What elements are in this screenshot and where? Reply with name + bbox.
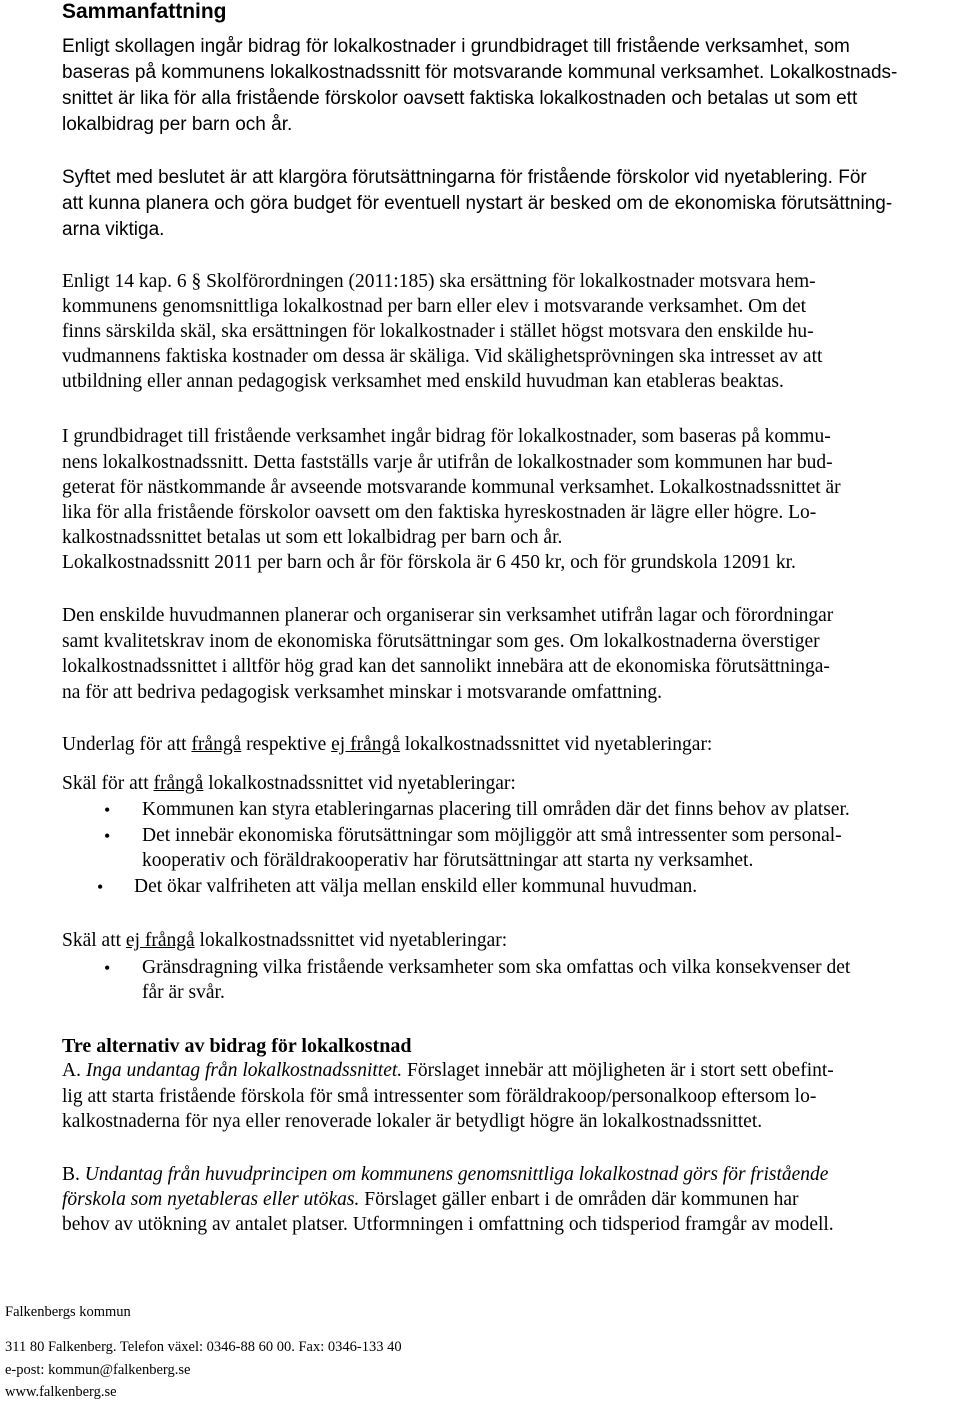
paragraph-line: snittet är lika för alla fristående förskolor oavsett faktiska lokalkostnaden och betalas ut som ett [62,88,858,109]
section-heading-alternativ: Tre alternativ av bidrag för lokalkostnad [62,1035,412,1057]
paragraph-line: lig att starta fristående förskola för små intressenter som föräldrakoop/personalkoop eftersom lo- [62,1086,817,1107]
underlag-line [62,732,712,758]
paragraph-line: lika för alla fristående förskolor oavsett om den faktiska hyreskostnaden är lägre eller högre. Lo- [62,502,817,523]
paragraph-line: finns särskilda skäl, ska ersättningen för lokalkostnader i stället högst motsvara den enskilde hu- [62,321,814,342]
underlined-text: ej frångå [125,930,195,951]
paragraph-line: baseras på kommunens lokalkostnadssnitt för motsvarande kommunal verksamhet. Lokalkostnads- [62,62,898,83]
text-run: Förslaget innebär att möjligheten är i stort sett obefint- [402,1060,834,1081]
paragraph-line: lokalkostnadssnittet i alltför hög grad kan det sannolikt innebära att de ekonomiska förutsättninga- [62,656,830,677]
text-run: Underlag för att [62,734,192,755]
paragraph-line: Enligt 14 kap. 6 § Skolförordningen (2011:185) ska ersättning för lokalkostnader motsvara hem- [62,271,816,292]
paragraph-line: Enligt skollagen ingår bidrag för lokalkostnader i grundbidraget till fristående verksamhet, som [62,36,850,57]
list-item-continuation: kooperativ och föräldrakooperativ har förutsättningar att starta ny verksamhet. [142,850,754,871]
bullet-icon: • [104,800,111,820]
bullet-icon: • [104,958,111,978]
underlined-text: ej frångå [331,734,400,755]
text-run: Förslaget gäller enbart i de områden där kommunen har [359,1189,799,1210]
alternative-b-line-2 [62,1187,798,1213]
paragraph-line: kalkostnaderna för nya eller renoverade lokaler är betydligt högre än lokalkostnadssnittet. [62,1111,763,1132]
paragraph-line: samt kvalitetskrav inom de ekonomiska förutsättningar som ges. Om lokalkostnaderna överstiger [62,631,820,652]
paragraph-line: Den enskilde huvudmannen planerar och organiserar sin verksamhet utifrån lagar och förordningar [62,605,834,626]
skal-for-heading [62,771,516,797]
text-run: Skäl för att [62,773,154,794]
underlined-text: frångå [153,773,204,794]
italic-text: Undantag från huvudprincipen om kommunens genomsnittliga lokalkostnad görs för fristående [84,1164,829,1185]
paragraph-line: lokalbidrag per barn och år. [62,114,293,135]
section-heading-sammanfattning: Sammanfattning [62,0,227,23]
skal-ej-heading [62,928,507,954]
paragraph-line: utbildning eller annan pedagogisk verksamhet med enskild huvudman kan etableras beaktas. [62,371,784,392]
paragraph-line: I grundbidraget till fristående verksamhet ingår bidrag för lokalkostnader, som baseras på kommu- [62,426,831,447]
text-run: lokalkostnadssnittet vid nyetableringar: [203,773,516,794]
list-item: Det ökar valfriheten att välja mellan enskild eller kommunal huvudman. [134,876,698,897]
text-run: lokalkostnadssnittet vid nyetableringar: [399,734,713,755]
paragraph-line: kommunens genomsnittliga lokalkostnad per barn eller elev i motsvarande verksamhet. Om det [62,296,807,317]
paragraph-line: Lokalkostnadssnitt 2011 per barn och år för förskola är 6 450 kr, och för grundskola 12091 kr. [62,552,796,573]
underlined-text: frångå [191,734,242,755]
paragraph-line: kalkostnadssnittet betalas ut som ett lokalbidrag per barn och år. [62,527,563,548]
text-run: Skäl att [62,930,126,951]
paragraph-line: arna viktiga. [62,219,165,240]
paragraph-line: nens lokalkostnadssnitt. Detta fastställs varje år utifrån de lokalkostnader som kommunen har bud- [62,452,833,473]
alternative-b-line [62,1162,828,1188]
list-item: Det innebär ekonomiska förutsättningar som möjliggör att små intressenter som personal- [142,825,842,846]
paragraph-line: geterat för nästkommande år avseende motsvarande kommunal verksamhet. Lokalkostnadssnittet är [62,477,841,498]
list-item-continuation: får är svår. [142,982,225,1003]
footer-email: e-post: kommun@falkenberg.se [5,1362,191,1378]
text-run: lokalkostnadssnittet vid nyetableringar: [194,930,508,951]
alternative-label: B. [62,1164,85,1185]
italic-text: förskola som nyetableras eller utökas. [62,1189,360,1210]
bullet-icon: • [97,877,104,897]
paragraph-line: na för att bedriva pedagogisk verksamhet minskar i motsvarande omfattning. [62,682,662,703]
paragraph-line: vudmannens faktiska kostnader om dessa är skäliga. Vid skälighetsprövningen ska intresset av att [62,346,823,367]
text-run: respektive [241,734,332,755]
alternative-a-line [62,1058,834,1084]
footer-address: 311 80 Falkenberg. Telefon växel: 0346-88 60 00. Fax: 0346-133 40 [5,1339,402,1355]
paragraph-line: Syftet med beslutet är att klargöra förutsättningarna för fristående förskolor vid nyetablering. För [62,167,867,188]
list-item: Kommunen kan styra etableringarnas placering till områden där det finns behov av platser. [142,799,850,820]
footer-web: www.falkenberg.se [5,1384,117,1400]
footer-org: Falkenbergs kommun [5,1304,131,1320]
list-item: Gränsdragning vilka fristående verksamheter som ska omfattas och vilka konsekvenser det [142,957,851,978]
alternative-label: A. [62,1060,86,1081]
paragraph-line: att kunna planera och göra budget för eventuell nystart är besked om de ekonomiska förutsättning- [62,193,893,214]
bullet-icon: • [104,826,111,846]
italic-text: Inga undantag från lokalkostnadssnittet. [85,1060,403,1081]
paragraph-line: behov av utökning av antalet platser. Utformningen i omfattning och tidsperiod framgår av modell. [62,1214,834,1235]
